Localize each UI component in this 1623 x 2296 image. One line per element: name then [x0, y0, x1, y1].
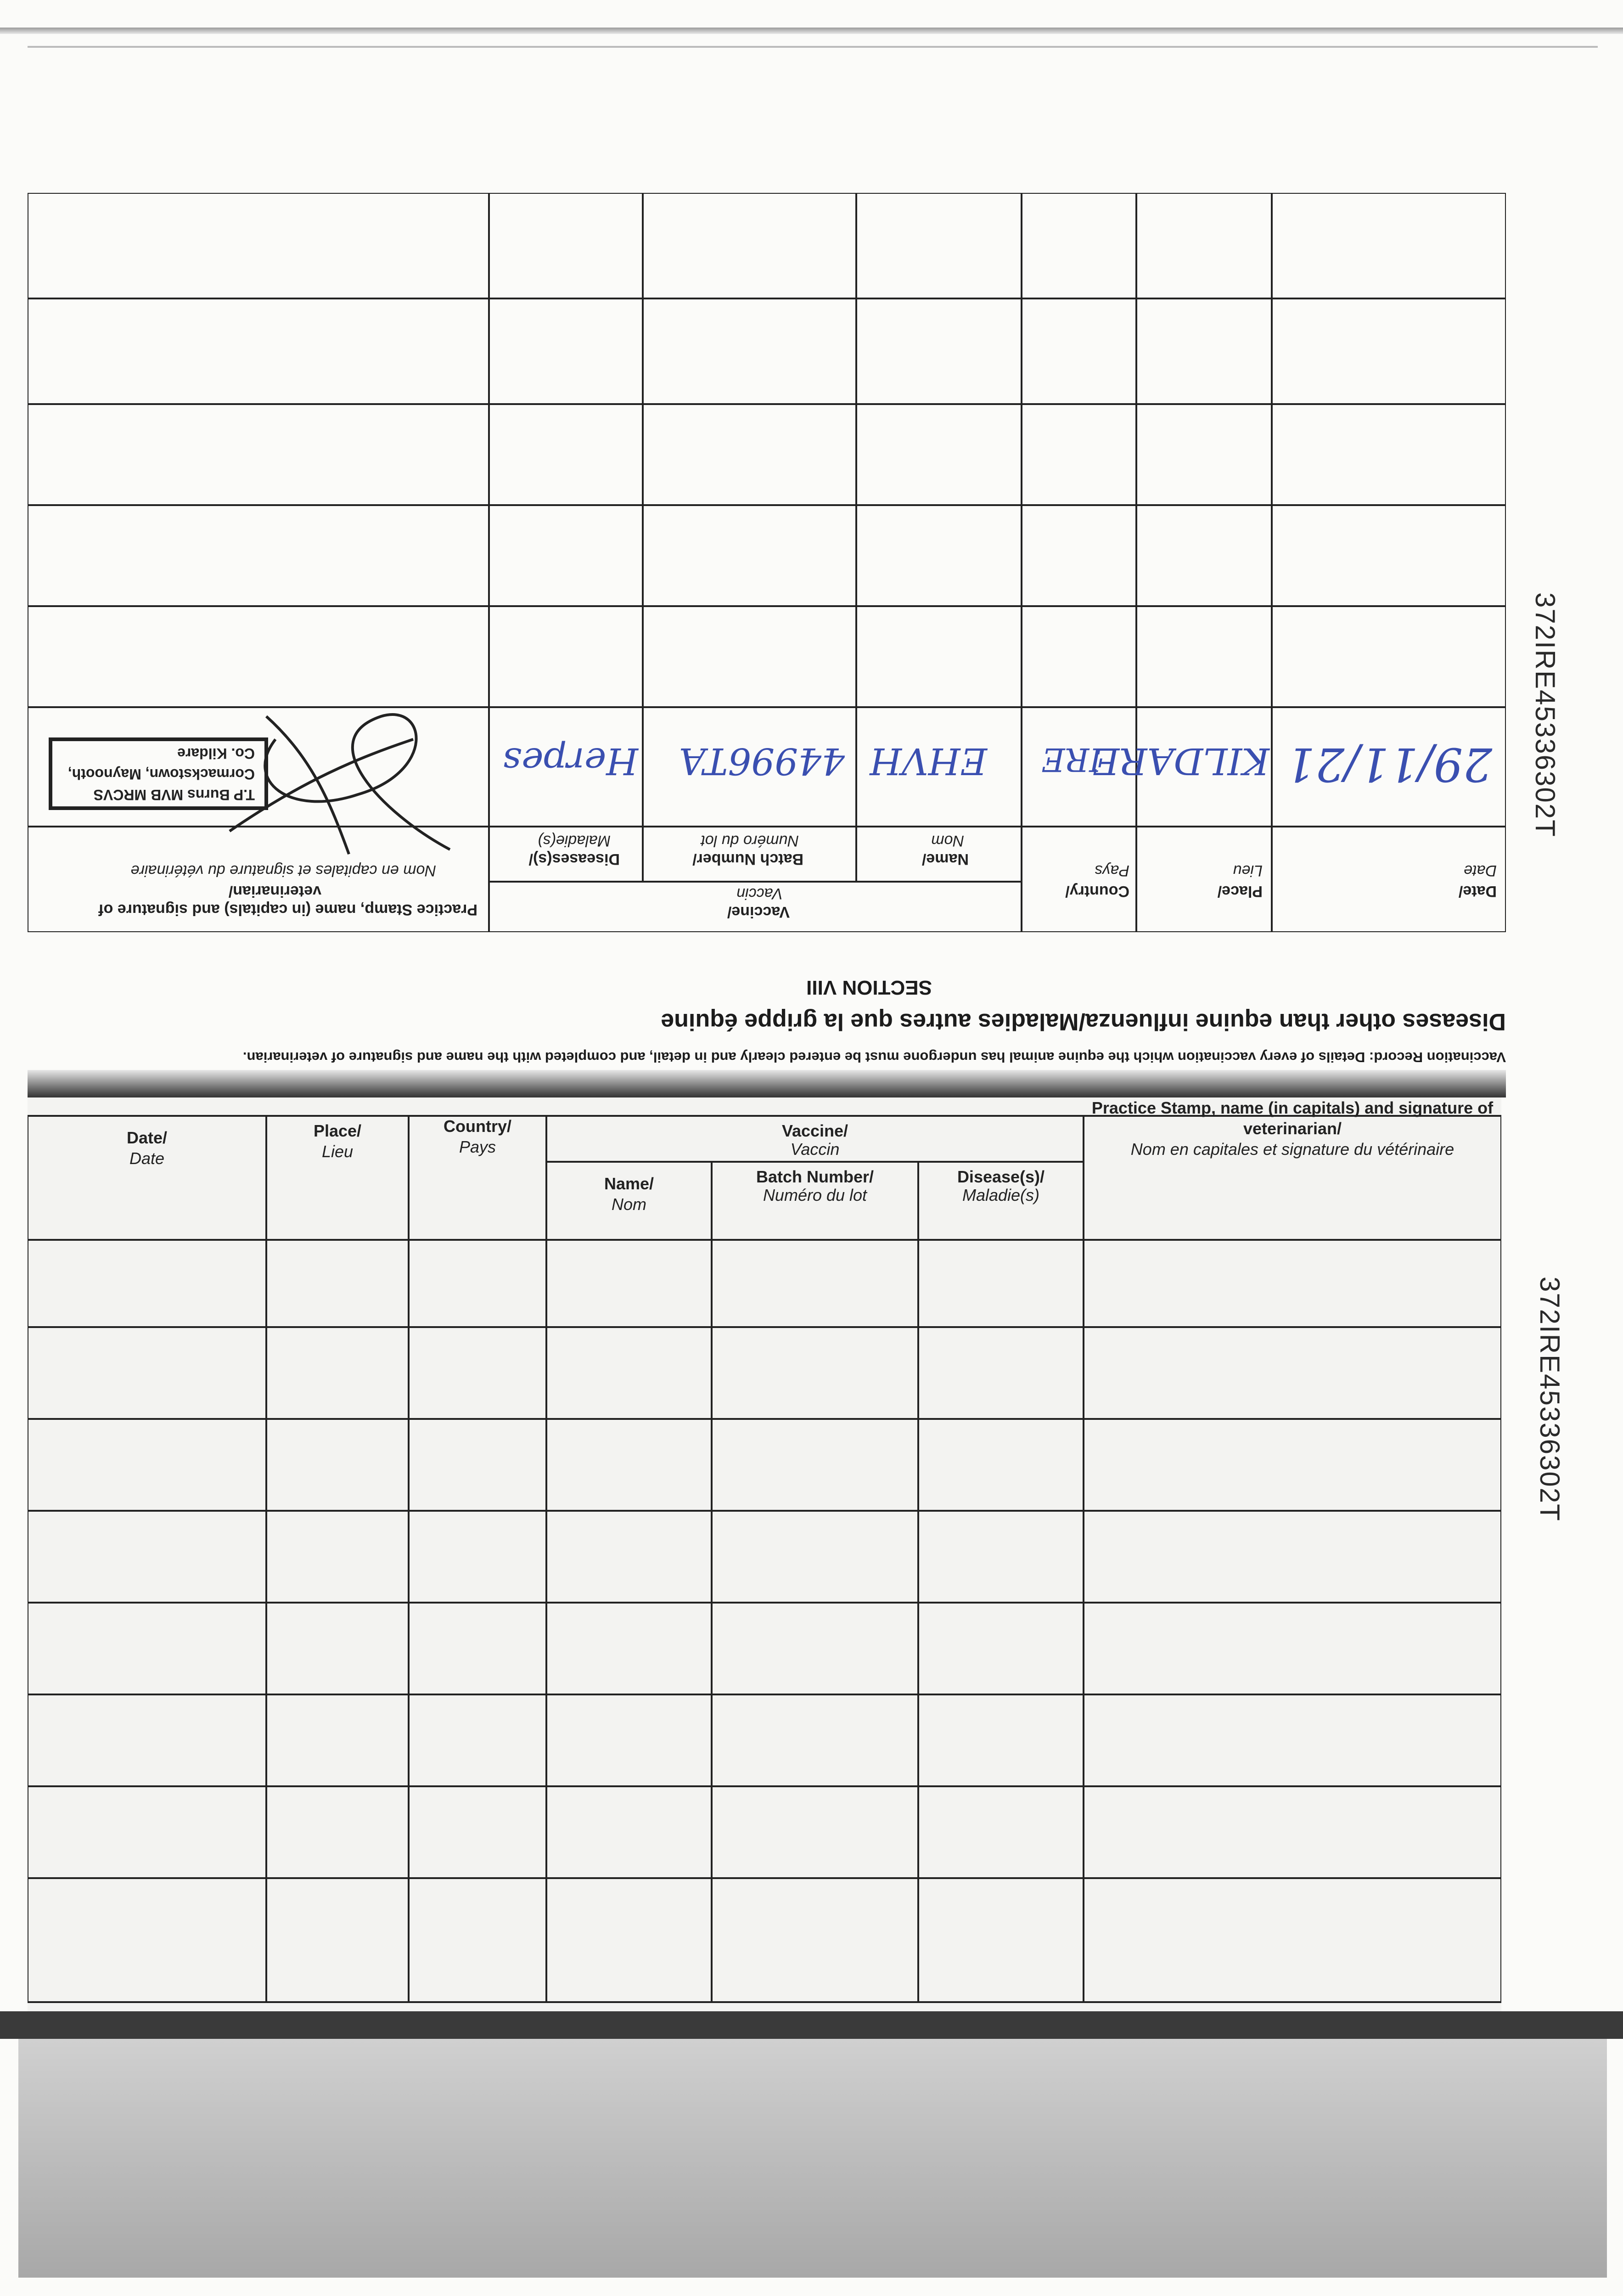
lower-hdr-date-fr: Date — [129, 1149, 165, 1168]
upper-table-border — [28, 193, 1506, 932]
upper-hdr-date: Date/ — [1458, 883, 1497, 900]
upper-hdr-vaccine-fr: Vaccin — [736, 885, 783, 902]
page-fold — [28, 1070, 1506, 1097]
upper-hdr-place-fr: Lieu — [1233, 862, 1263, 879]
lower-hdr-batch-fr: Numéro du lot — [763, 1186, 867, 1204]
upper-hdr-stamp-fr: Nom en capitales et signature du vétérinaire — [130, 862, 436, 879]
upper-hdr-batch: Batch Number/ — [692, 850, 803, 868]
lower-vaccination-table — [28, 1097, 1501, 2011]
lower-hdr-vaccine-fr: Vaccin — [790, 1140, 840, 1159]
upper-hdr-batch-fr: Numéro du lot — [701, 832, 799, 850]
vet-signature — [230, 715, 450, 854]
entry-batch: 44996TA — [679, 740, 845, 782]
lower-hdr-name: Name/ — [604, 1174, 654, 1193]
vet-stamp-line1: T.P Burns MVB MRCVS — [93, 787, 255, 803]
lower-hdr-batch: Batch Number/ — [756, 1167, 874, 1186]
upper-hdr-stamp-2: veterinarian/ — [228, 883, 321, 900]
upper-hdr-place: Place/ — [1217, 883, 1263, 900]
lower-hdr-stamp-2: veterinarian/ — [1243, 1119, 1342, 1138]
scan-edge-top — [0, 28, 1623, 34]
lower-hdr-country: Country/ — [444, 1117, 511, 1136]
lower-page — [28, 1097, 1501, 2011]
upper-hdr-country: Country/ — [1065, 883, 1129, 900]
entry-country: IRE — [1041, 741, 1102, 778]
entry-place: KILDARE — [1092, 740, 1269, 782]
lower-serial-number: 372IRE45336302T — [1534, 1277, 1565, 1522]
scan-edge-line — [28, 46, 1598, 48]
lower-hdr-disease: Disease(s)/ — [957, 1167, 1045, 1186]
lower-table-border — [28, 1116, 1501, 2002]
entry-vaccine-name: EHVH — [870, 740, 987, 782]
scan-bottom-band — [0, 2011, 1623, 2039]
upper-instructions-en: Vaccination Record: Details of every vaccination which the equine animal has undergone must be entered clearly and in detail, and completed with the name and signature of veterinarian. — [242, 1049, 1506, 1065]
upper-hdr-vaccine: Vaccine/ — [727, 903, 790, 921]
lower-hdr-place: Place/ — [313, 1121, 362, 1140]
upper-hdr-name: Name/ — [921, 850, 969, 868]
upper-hdr-country-fr: Pays — [1095, 862, 1129, 879]
upper-section-label: SECTION VIII — [806, 976, 932, 999]
upper-hdr-disease: Diseases(s)/ — [528, 850, 620, 868]
lower-hdr-stamp: Practice Stamp, name (in capitals) and signature of — [1091, 1098, 1494, 1117]
scan-bottom-area — [18, 2039, 1607, 2278]
lower-hdr-disease-fr: Maladie(s) — [962, 1186, 1040, 1204]
upper-hdr-stamp: Practice Stamp, name (in capitals) and signature of — [98, 901, 477, 918]
upper-vaccination-table — [28, 193, 1506, 932]
upper-page — [28, 193, 1506, 932]
lower-hdr-vaccine: Vaccine/ — [781, 1121, 848, 1140]
vet-stamp-line2: Cormackstown, Maynooth, — [67, 766, 255, 782]
upper-hdr-disease-fr: Maladie(s) — [538, 832, 611, 850]
lower-hdr-stamp-fr: Nom en capitales et signature du vétérinaire — [1130, 1140, 1455, 1159]
upper-page-title: Diseases other than equine influenza/Maladies autres que la grippe équine — [661, 1008, 1506, 1035]
upper-hdr-name-fr: Nom — [931, 832, 964, 850]
lower-hdr-country-fr: Pays — [459, 1137, 496, 1156]
upper-serial-number: 372IRE45336302T — [1530, 592, 1561, 838]
lower-hdr-place-fr: Lieu — [321, 1142, 354, 1161]
lower-hdr-name-fr: Nom — [611, 1195, 647, 1214]
vet-stamp-line3: Co. Kildare — [177, 745, 255, 762]
upper-hdr-date-fr: Date — [1464, 862, 1497, 879]
entry-date: 29/11/21 — [1286, 737, 1492, 791]
lower-hdr-date: Date/ — [126, 1128, 168, 1147]
entry-disease: Herpes — [503, 740, 638, 782]
